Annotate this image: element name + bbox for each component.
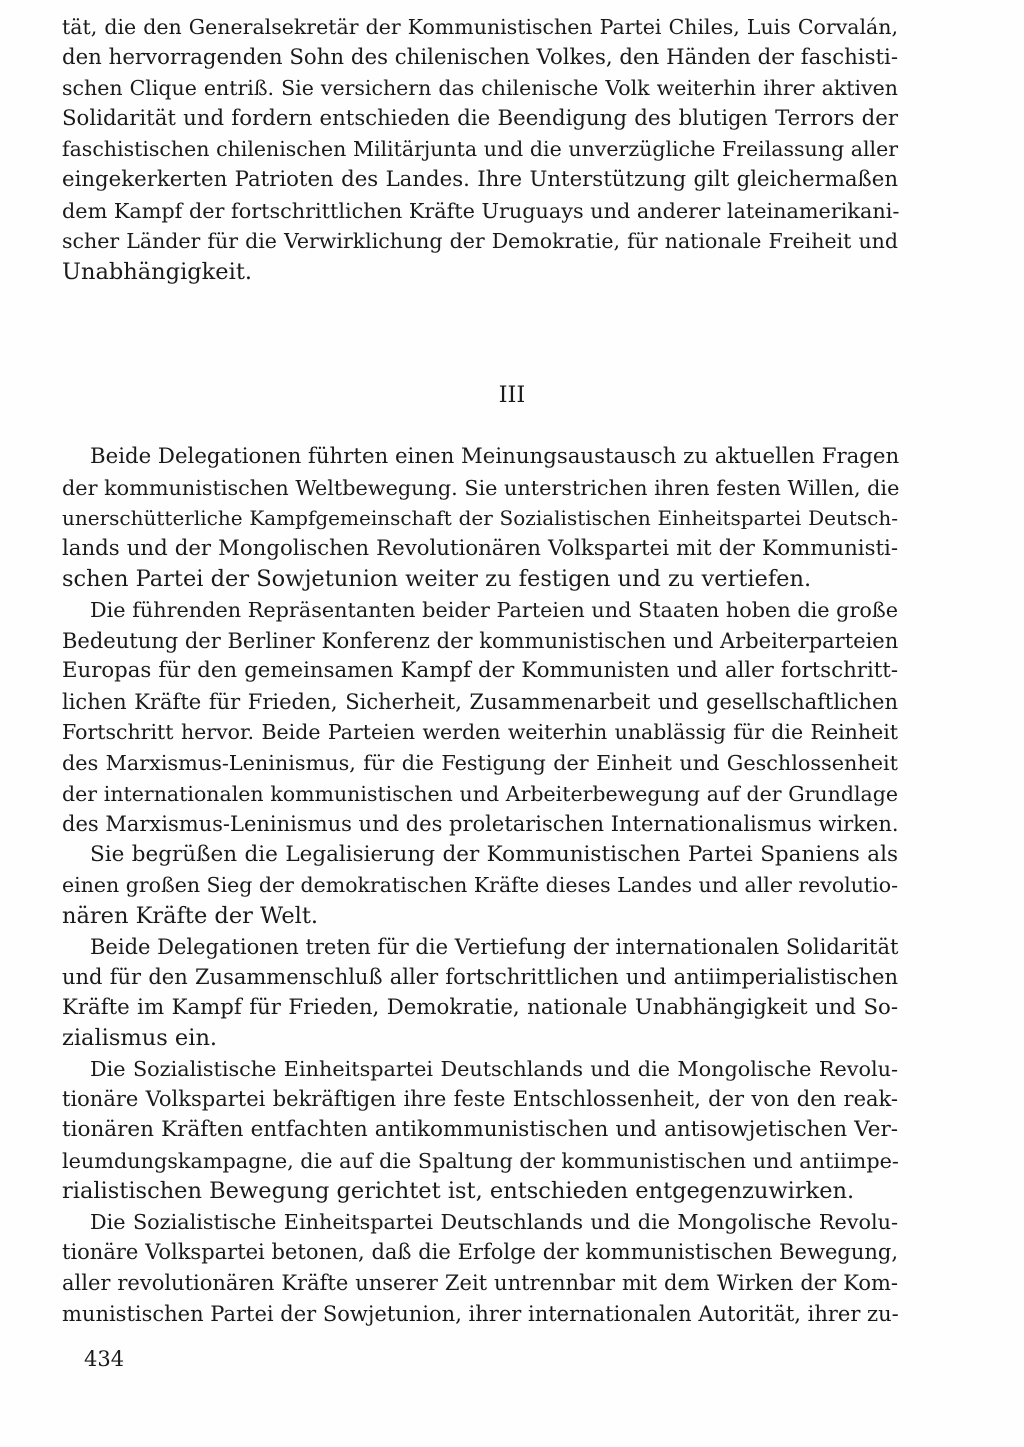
text-line: Bedeutung der Berliner Konferenz der kommunistischen und Arbeiterparteien [62,628,899,653]
text-line: einen großen Sieg der demokratischen Kräfte dieses Landes und aller revolutio- [62,873,898,898]
text-line: munistischen Partei der Sowjetunion, ihrer internationalen Autorität, ihrer zu- [62,1301,899,1326]
text-line: schen Clique entriß. Sie versichern das chilenische Volk weiterhin ihrer aktiven [62,76,898,101]
continued-paragraph [62,12,898,287]
text-line: rialistischen Bewegung gerichtet ist, entschieden entgegenzuwirken. [62,1178,855,1205]
text-line: Beide Delegationen treten für die Vertiefung der internationalen Solidarität [90,934,899,959]
text-line: faschistischen chilenischen Militärjunta und die unverzügliche Freilassung aller [62,137,898,162]
text-line: Sie begrüßen die Legalisierung der Kommunistischen Partei Spaniens als [90,841,898,867]
text-line: Europas für den gemeinsamen Kampf der Kommunisten und aller fortschritt- [62,658,898,684]
text-line: lichen Kräfte für Frieden, Sicherheit, Zusammenarbeit und gesellschaftlichen [62,689,898,714]
section-heading: III [498,382,526,408]
text-line: der kommunistischen Weltbewegung. Sie unterstrichen ihren festen Willen, die [62,475,900,500]
text-line: tät, die den Generalsekretär der Kommunistischen Partei Chiles, Luis Corvalán, [62,15,898,39]
text-line: Kräfte im Kampf für Frieden, Demokratie, nationale Unabhängigkeit und So- [62,994,898,1020]
text-line: des Marxismus-Leninismus und des proletarischen Internationalismus wirken. [62,812,899,837]
text-line: Beide Delegationen führten einen Meinungsaustausch zu aktuellen Fragen [90,444,900,469]
text-line: schen Partei der Sowjetunion weiter zu festigen und zu vertiefen. [62,566,812,593]
text-line: lands und der Mongolischen Revolutionären Volkspartei mit der Kommunisti- [62,535,898,561]
text-line: Die Sozialistische Einheitspartei Deutschlands und die Mongolische Revolu- [90,1209,898,1234]
text-line: des Marxismus-Leninismus, für die Festigung der Einheit und Geschlossenheit [62,750,898,775]
text-line: tionären Kräften entfachten antikommunistischen und antisowjetischen Ver- [62,1117,898,1143]
text-line: nären Kräfte der Welt. [62,902,319,929]
text-line: der internationalen kommunistischen und Arbeiterbewegung auf der Grundlage [62,781,898,806]
text-line: Die Sozialistische Einheitspartei Deutschlands und die Mongolische Revolu- [90,1056,898,1081]
main-text [62,442,898,1329]
text-line: dem Kampf der fortschrittlichen Kräfte Uruguays und anderer lateinamerikani- [62,198,900,223]
text-line: eingekerkerten Patrioten des Landes. Ihre Unterstützung gilt gleichermaßen [62,166,898,192]
text-line: tionäre Volkspartei betonen, daß die Erfolge der kommunistischen Bewegung, [62,1240,898,1265]
text-line: zialismus ein. [62,1025,218,1052]
text-line: den hervorragenden Sohn des chilenischen Volkes, den Händen der faschisti- [62,44,898,70]
text-line: leumdungskampagne, die auf die Spaltung der kommunistischen und antiimpe- [62,1148,899,1173]
text-line: Fortschritt hervor. Beide Parteien werden weiterhin unablässig für die Reinheit [62,720,898,745]
text-line: Unabhängigkeit. [62,258,253,285]
text-line: Die führenden Repräsentanten beider Parteien und Staaten hoben die große [90,597,898,622]
page-number: 434 [84,1347,125,1371]
text-line: unerschütterliche Kampfgemeinschaft der Sozialistischen Einheitspartei Deutsch- [62,506,898,531]
text-line: aller revolutionären Kräfte unserer Zeit untrennbar mit dem Wirken der Kom- [62,1271,898,1296]
text-line: scher Länder für die Verwirklichung der Demokratie, für nationale Freiheit und [62,229,898,254]
text-line: tionäre Volkspartei bekräftigen ihre feste Entschlossenheit, der von den reak- [62,1087,898,1112]
text-line: Solidarität und fordern entschieden die Beendigung des blutigen Terrors der [62,105,898,131]
text-line: und für den Zusammenschluß aller fortschrittlichen und antiimperialistischen [62,965,898,990]
